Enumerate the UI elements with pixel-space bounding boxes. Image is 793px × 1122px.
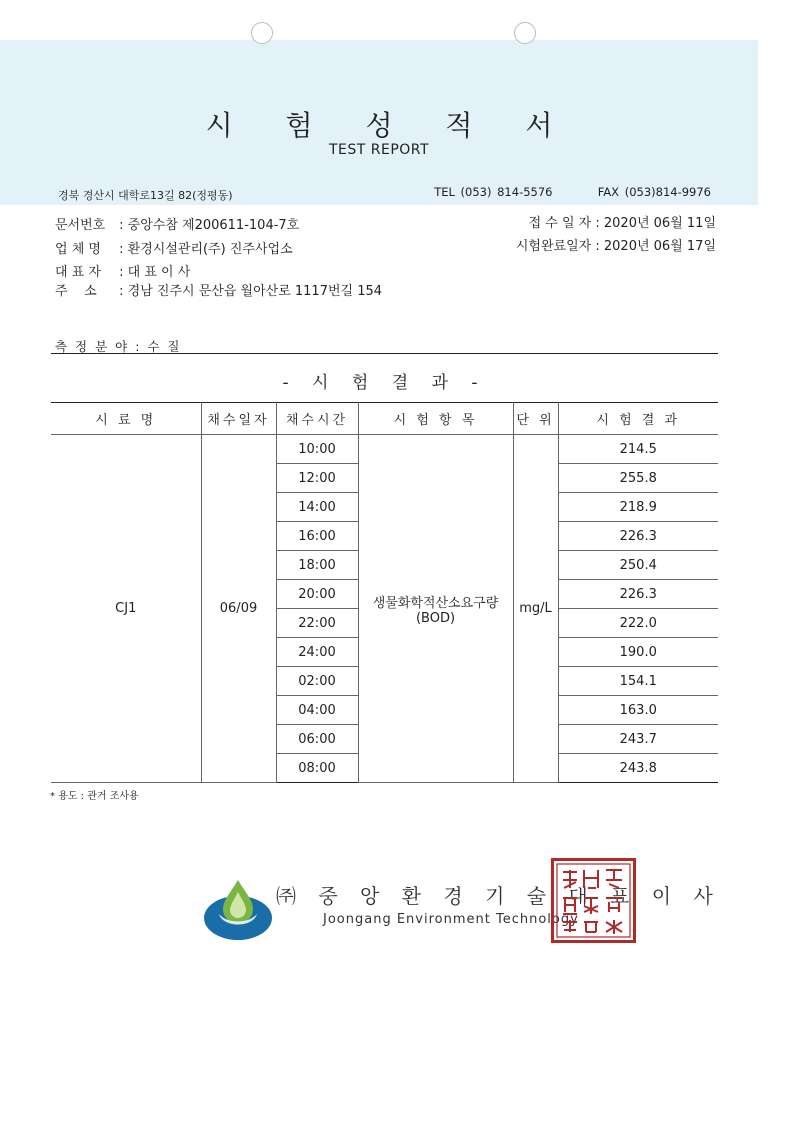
result-value-cell: 222.0 [558,609,718,638]
test-item-cell [358,435,513,783]
section-title: - 시 험 결 과 - [282,373,487,393]
issuer-tel: TEL (053) 814-5576 [434,185,553,199]
date-label: 시험완료일자 [515,239,592,254]
sample-time-cell: 08:00 [276,754,358,783]
col-header: 시 험 항 목 [358,403,513,435]
col-header: 채수일자 [201,403,276,435]
test-item-name: 생물화학적산소요구량 [372,595,499,611]
date-label: 접 수 일 자 [528,216,592,231]
table-header-row [51,403,718,435]
info-value: 환경시설관리(주) 진주사업소 [127,242,293,257]
sample-time-cell: 14:00 [276,493,358,522]
result-value-cell: 226.3 [558,580,718,609]
result-value-cell: 163.0 [558,696,718,725]
issuer-contact [434,185,711,199]
result-value-cell: 255.8 [558,464,718,493]
date-received: 접 수 일 자 : 2020년 06월 11일 [528,216,716,231]
company-name-english: Joongang Environment Technology [323,912,579,927]
table-row [51,435,718,464]
date-completed: 시험완료일자 : 2020년 06월 17일 [515,239,716,254]
sample-time-cell: 12:00 [276,464,358,493]
punch-hole-left [251,22,273,44]
sample-time-cell: 04:00 [276,696,358,725]
sample-time-cell: 18:00 [276,551,358,580]
result-value-cell: 243.8 [558,754,718,783]
company-seal-icon [551,858,636,943]
measurement-field: 측 정 분 야 : 수 질 [55,339,182,354]
divider [51,353,718,354]
result-value-cell: 218.9 [558,493,718,522]
result-value-cell: 226.3 [558,522,718,551]
result-value-cell: 214.5 [558,435,718,464]
info-label: 업 체 명 [55,242,101,257]
test-item-code: (BOD) [415,610,456,626]
usage-note: * 용도 : 관거 조사용 [50,791,139,802]
title-english: TEST REPORT [328,142,430,158]
col-header: 시 료 명 [51,403,201,435]
result-value-cell: 250.4 [558,551,718,580]
info-representative: 대 표 자 : 대 표 이 사 [55,261,190,280]
title-korean: 시 험 성 적 서 [205,109,575,142]
sample-name-cell: CJ1 [51,435,201,783]
sample-time-cell: 22:00 [276,609,358,638]
info-doc-no: 문서번호 : 중앙수참 제200611-104-7호 [55,214,299,233]
info-value: 경남 진주시 문산읍 월아산로 1117번길 154 [127,284,383,299]
date-value: 2020년 06월 11일 [603,216,716,231]
droplet-logo-icon [203,878,273,942]
company-name-korean: ㈜ 중 앙 환 경 기 술 대 표 이 사 [276,884,721,908]
result-value-cell: 154.1 [558,667,718,696]
sample-time-cell: 16:00 [276,522,358,551]
col-header: 단 위 [513,403,558,435]
info-value: 대 표 이 사 [127,265,191,280]
punch-hole-right [514,22,536,44]
sample-time-cell: 02:00 [276,667,358,696]
info-value: 중앙수참 제200611-104-7호 [127,218,300,233]
sample-time-cell: 10:00 [276,435,358,464]
info-address: 주 소 : 경남 진주시 문산읍 월아산로 1117번길 154 [55,280,382,299]
date-value: 2020년 06월 17일 [603,239,716,254]
info-label: 주 소 [55,284,97,299]
results-table [51,402,718,783]
sample-time-cell: 20:00 [276,580,358,609]
sample-time-cell: 06:00 [276,725,358,754]
info-label: 대 표 자 [55,265,101,280]
unit-cell: mg/L [513,435,558,783]
result-value-cell: 190.0 [558,638,718,667]
col-header: 채수시간 [276,403,358,435]
result-value-cell: 243.7 [558,725,718,754]
info-company: 업 체 명 : 환경시설관리(주) 진주사업소 [55,238,293,257]
col-header: 시 험 결 과 [558,403,718,435]
issuer-address: 경북 경산시 대학로13길 82(정평동) [58,189,233,202]
info-label: 문서번호 [55,218,106,233]
issuer-fax: FAX (053)814-9976 [597,185,711,199]
sample-date-cell: 06/09 [201,435,276,783]
sample-time-cell: 24:00 [276,638,358,667]
